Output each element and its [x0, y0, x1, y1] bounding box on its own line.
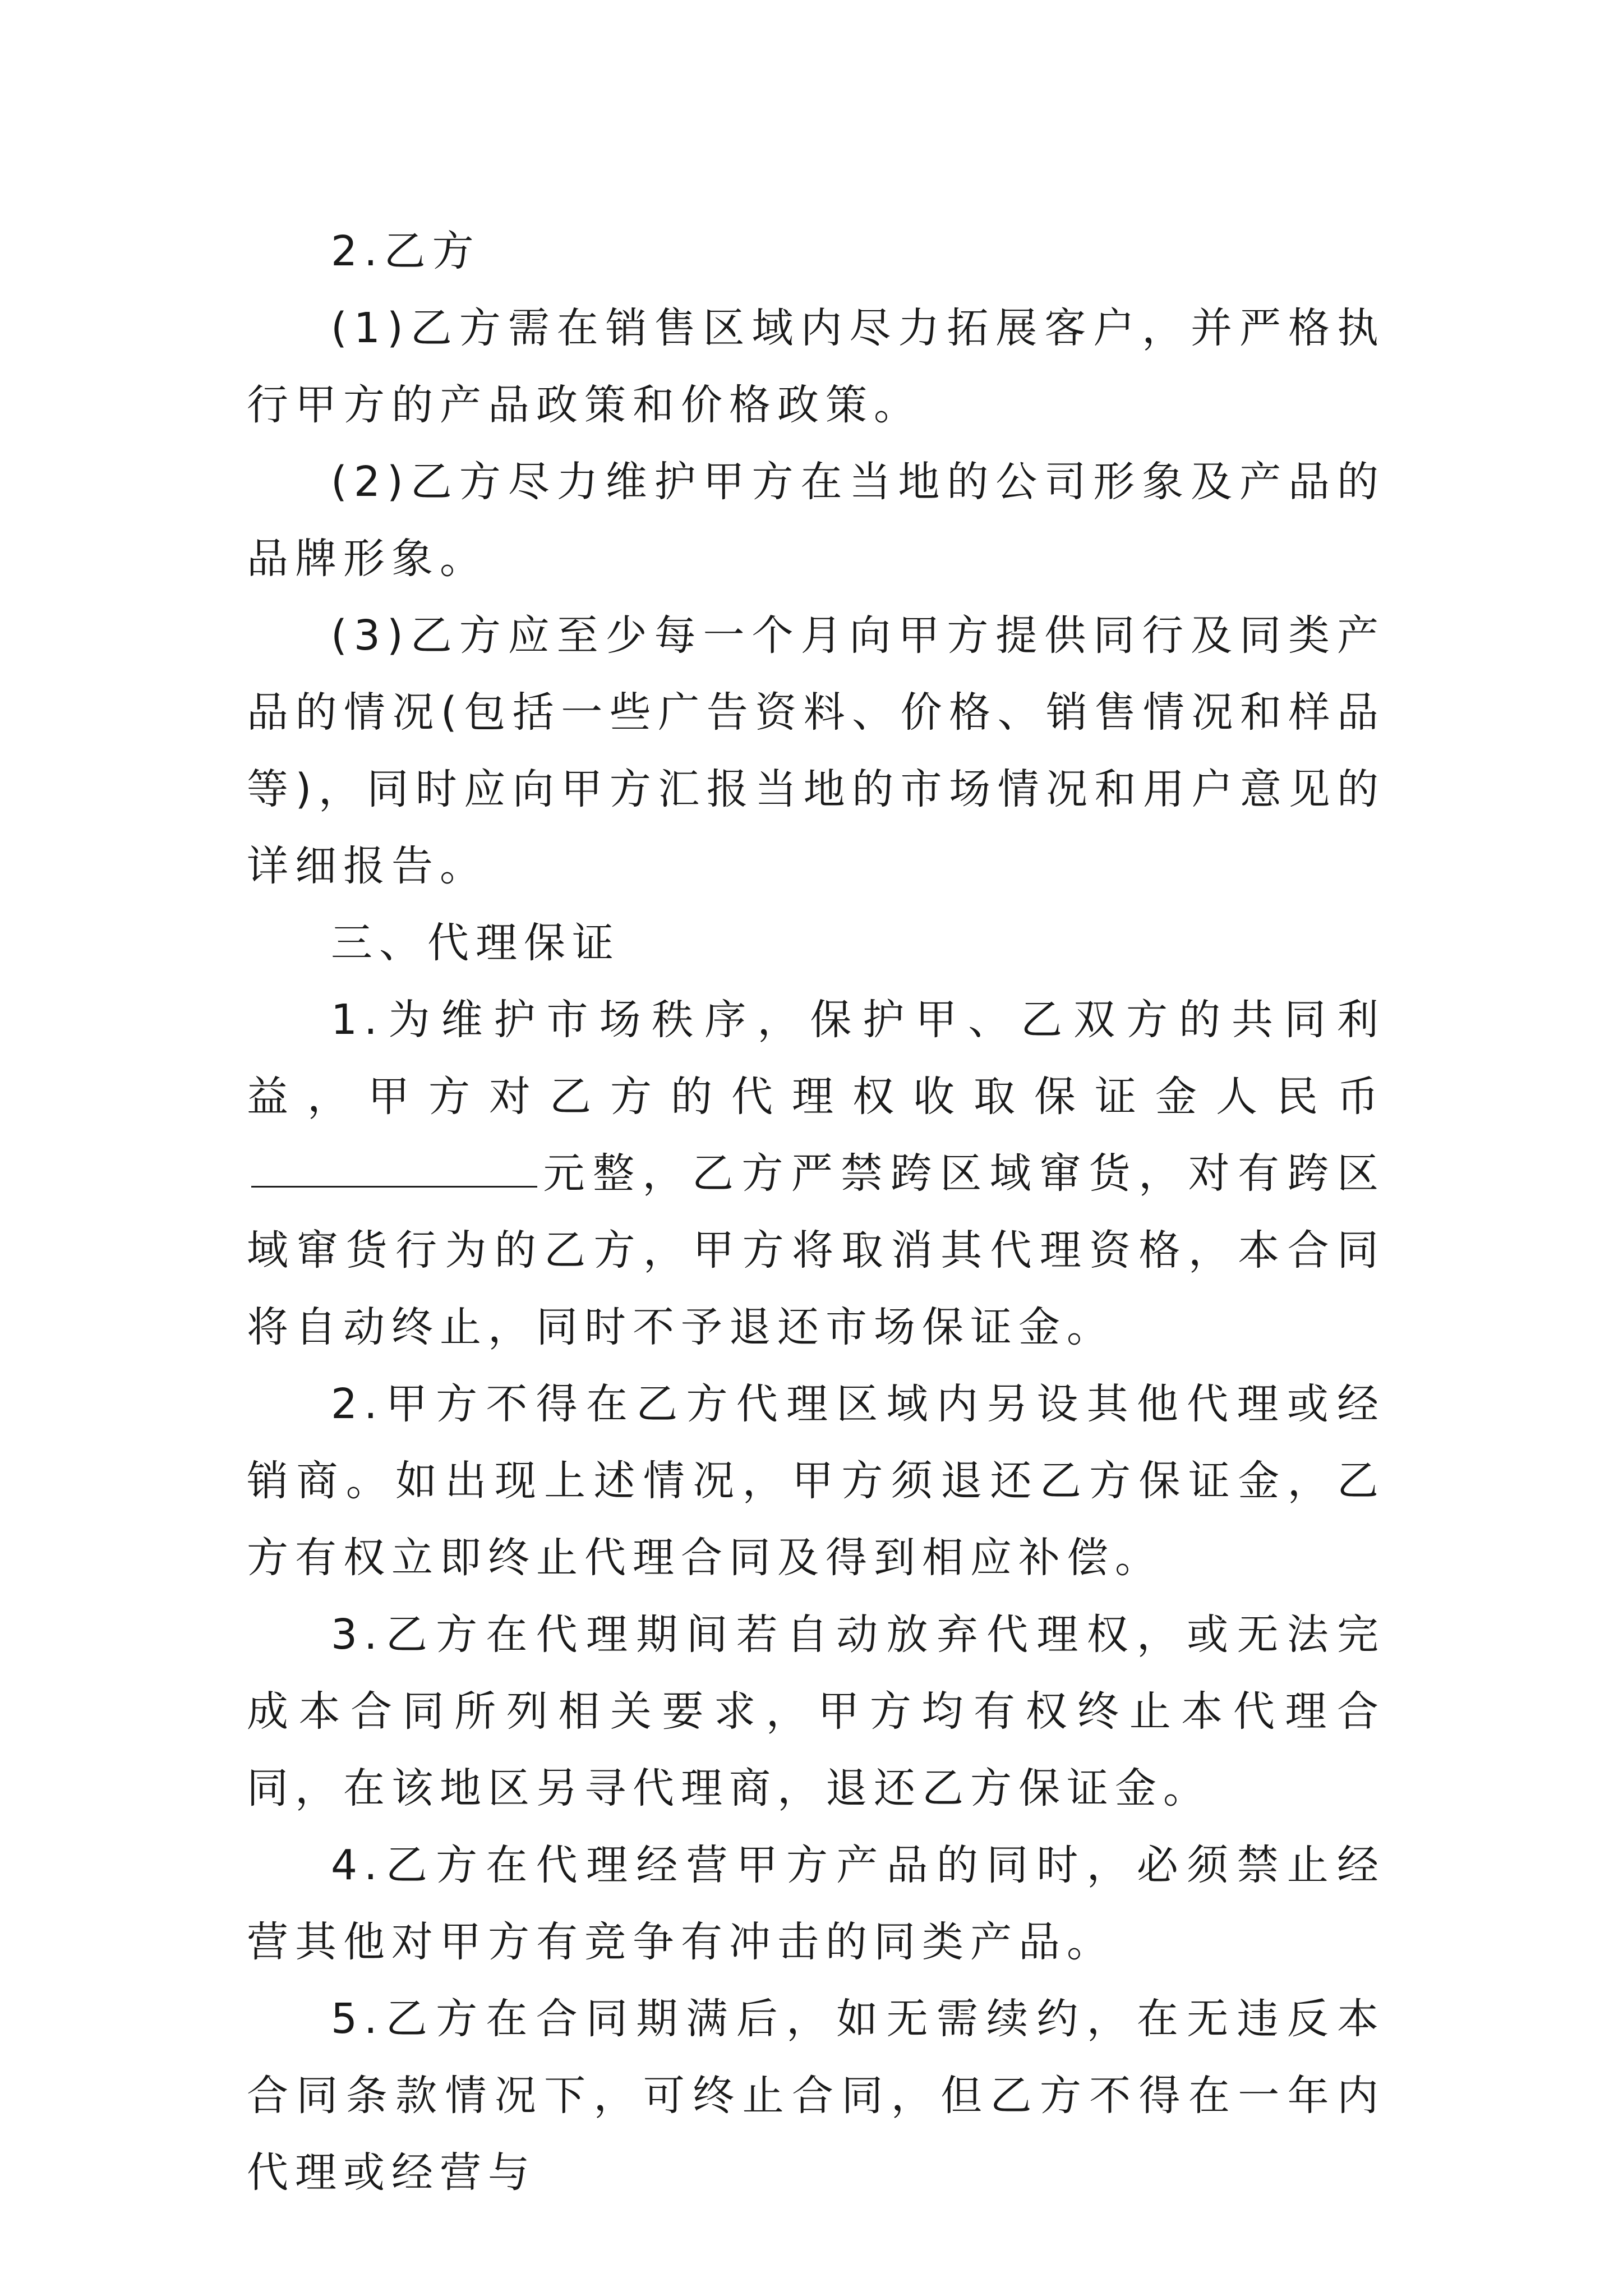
clause-guarantee-2: 2.甲方不得在乙方代理区域内另设其他代理或经销商。如出现上述情况，甲方须退还乙方保证金，乙方有权立即终止代理合同及得到相应补偿。: [247, 1380, 1385, 1582]
deposit-amount-blank: [251, 1147, 537, 1188]
clause-party-b-3: (3)乙方应至少每一个月向甲方提供同行及同类产品的情况(包括一些广告资料、价格、销售情况和样品等)，同时应向甲方汇报当地的市场情况和用户意见的详细报告。: [247, 611, 1385, 890]
clause-guarantee-1: [247, 982, 1385, 1366]
document-body: [247, 213, 1385, 2211]
clause-guarantee-1-text-before: 1.为维护市场秩序，保护甲、乙双方的共同利益，甲方对乙方的代理权收取保证金人民币: [247, 996, 1385, 1121]
section-heading-agency-guarantee: 三、代理保证: [331, 919, 620, 967]
clause-guarantee-3: 3.乙方在代理期间若自动放弃代理权，或无法完成本合同所列相关要求，甲方均有权终止本代理合同，在该地区另寻代理商，退还乙方保证金。: [247, 1611, 1385, 1812]
clause-party-b-1: (1)乙方需在销售区域内尽力拓展客户，并严格执行甲方的产品政策和价格政策。: [247, 304, 1385, 429]
clause-party-b-2: (2)乙方尽力维护甲方在当地的公司形象及产品的品牌形象。: [247, 458, 1385, 583]
clause-guarantee-4: 4.乙方在代理经营甲方产品的同时，必须禁止经营其他对甲方有竞争有冲击的同类产品。: [247, 1841, 1385, 1966]
section-heading-party-b: 2.乙方: [331, 227, 481, 275]
clause-guarantee-1-text-after: 元整，乙方严禁跨区域窜货，对有跨区域窜货行为的乙方，甲方将取消其代理资格，本合同将自动终止，同时不予退还市场保证金。: [247, 1149, 1385, 1351]
clause-guarantee-5: 5.乙方在合同期满后，如无需续约，在无违反本合同条款情况下，可终止合同，但乙方不得在一年内代理或经营与: [247, 1995, 1385, 2197]
